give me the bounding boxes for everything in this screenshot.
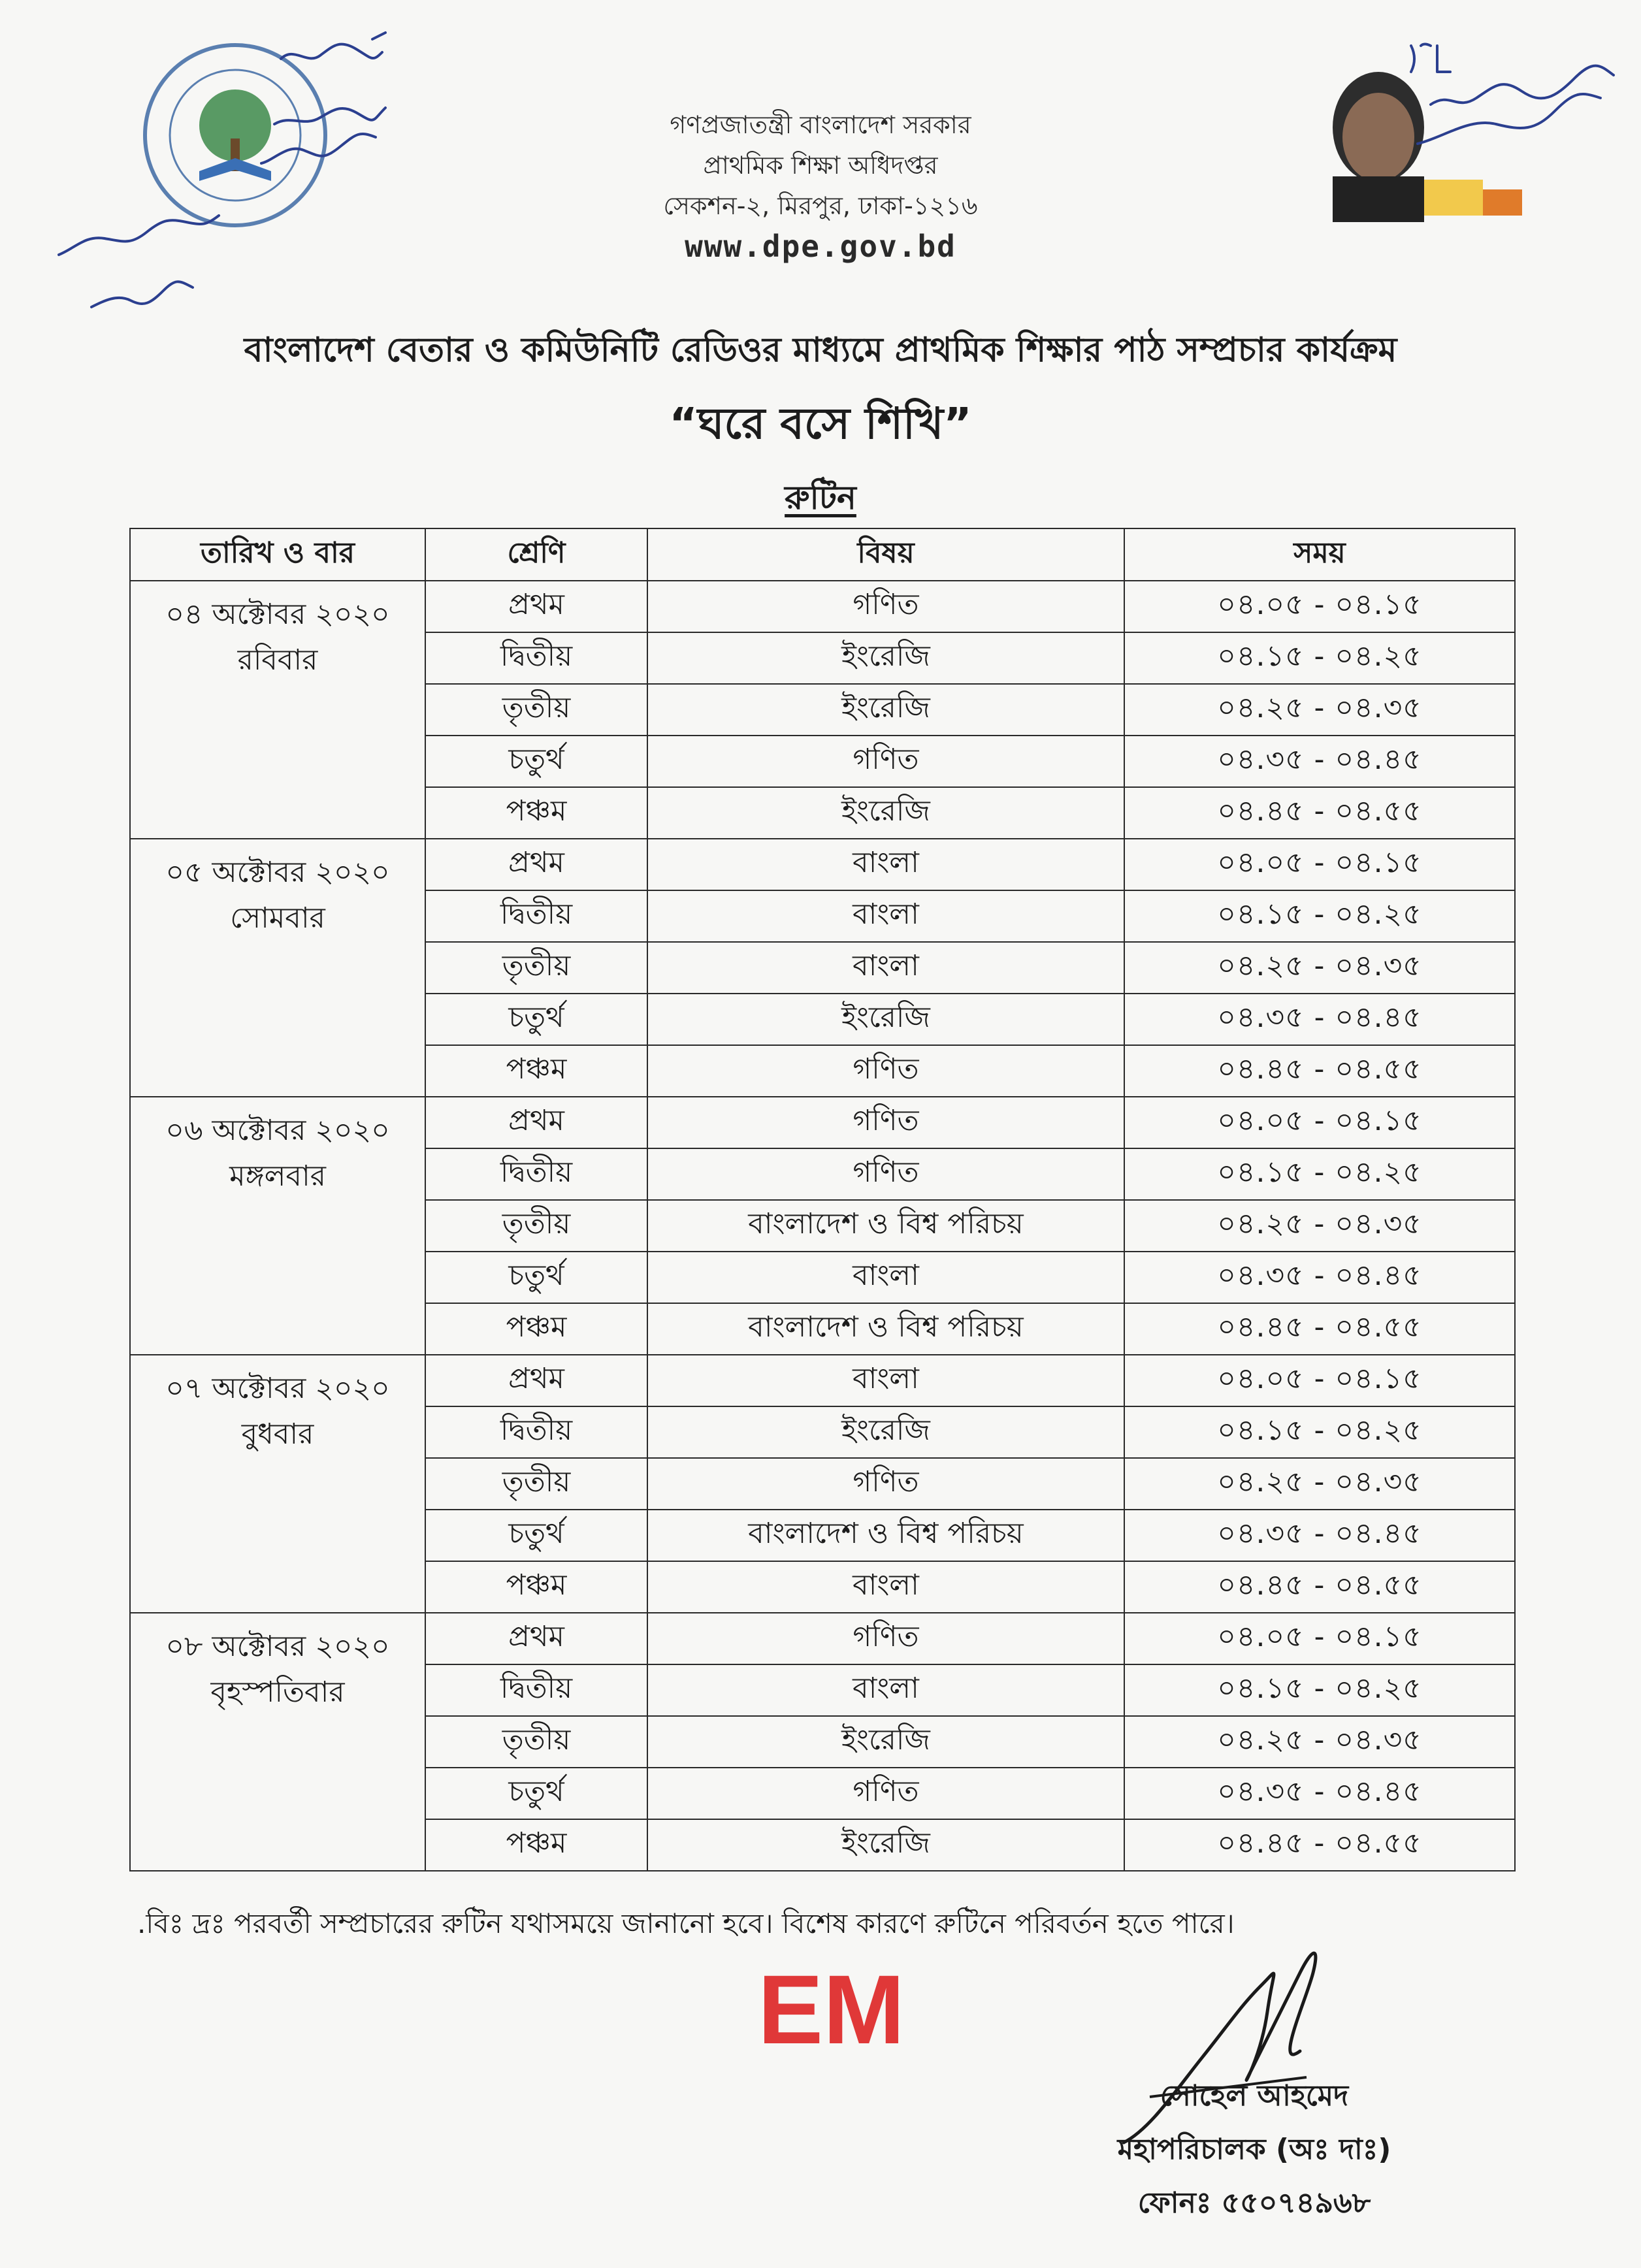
subject-cell: গণিত [647,581,1124,632]
class-cell: চতুর্থ [425,1252,647,1303]
subject-cell: গণিত [647,1458,1124,1510]
class-cell: তৃতীয় [425,1716,647,1768]
subject-cell: বাংলা [647,1252,1124,1303]
subject-cell: বাংলা [647,1355,1124,1406]
time-cell: ০৪.৪৫ - ০৪.৫৫ [1124,787,1515,839]
subject-cell: ইংরেজি [647,1819,1124,1871]
date-text: ০৬ অক্টোবর ২০২০ [165,1114,390,1147]
time-cell: ০৪.১৫ - ০৪.২৫ [1124,1148,1515,1200]
weekday-text: রবিবার [237,643,318,677]
time-cell: ০৪.৪৫ - ০৪.৫৫ [1124,1561,1515,1613]
subject-cell: গণিত [647,736,1124,787]
date-text: ০৮ অক্টোবর ২০২০ [165,1630,390,1663]
time-cell: ০৪.৪৫ - ০৪.৫৫ [1124,1045,1515,1097]
time-cell: ০৪.৩৫ - ০৪.৪৫ [1124,1252,1515,1303]
subject-cell: বাংলা [647,1561,1124,1613]
subject-cell: বাংলা [647,1664,1124,1716]
class-cell: পঞ্চম [425,1561,647,1613]
signatory-designation: মহাপরিচালক (অঃ দাঃ) [1117,2133,1391,2166]
header-website[interactable]: www.dpe.gov.bd [685,229,956,264]
program-slogan: “ঘরে বসে শিখি” [669,398,972,449]
table-row [130,581,1515,632]
routine-heading [0,474,1641,528]
table-row [130,839,1515,890]
time-cell: ০৪.০৫ - ০৪.১৫ [1124,581,1515,632]
class-cell: দ্বিতীয় [425,1406,647,1458]
class-cell: প্রথম [425,581,647,632]
table-header-row [130,528,1515,581]
header-line-address: সেকশন-২, মিরপুর, ঢাকা-১২১৬ [663,191,978,220]
schedule-body [130,581,1515,1871]
signatory-block [1058,2069,1450,2230]
class-cell: পঞ্চম [425,1045,647,1097]
subject-cell: ইংরেজি [647,632,1124,684]
date-text: ০৪ অক্টোবর ২০২০ [165,598,390,631]
time-cell: ০৪.৩৫ - ০৪.৪৫ [1124,736,1515,787]
time-cell: ০৪.২৫ - ০৪.৩৫ [1124,684,1515,736]
routine-heading-text: রুটিন [785,479,856,517]
time-cell: ০৪.২৫ - ০৪.৩৫ [1124,1200,1515,1252]
class-cell: চতুর্থ [425,736,647,787]
date-cell [130,1097,425,1355]
subject-cell: গণিত [647,1768,1124,1819]
header-line-govt: গণপ্রজাতন্ত্রী বাংলাদেশ সরকার [670,110,971,139]
subject-cell: ইংরেজি [647,994,1124,1045]
col-header-date: তারিখ ও বার [130,528,425,581]
time-cell: ০৪.৪৫ - ০৪.৫৫ [1124,1303,1515,1355]
class-cell: তৃতীয় [425,1200,647,1252]
time-cell: ০৪.১৫ - ০৪.২৫ [1124,632,1515,684]
document-title: বাংলাদেশ বেতার ও কমিউনিটি রেডিওর মাধ্যমে প্রাথমিক শিক্ষার পাঠ সম্প্রচার কার্যক্রম [244,331,1397,370]
subject-cell: ইংরেজি [647,787,1124,839]
subject-cell: বাংলাদেশ ও বিশ্ব পরিচয় [647,1303,1124,1355]
table-row [130,1355,1515,1406]
subject-cell: ইংরেজি [647,684,1124,736]
class-cell: চতুর্থ [425,1768,647,1819]
class-cell: প্রথম [425,839,647,890]
col-header-subject: বিষয় [647,528,1124,581]
date-text: ০৫ অক্টোবর ২০২০ [165,856,390,889]
subject-cell: ইংরেজি [647,1716,1124,1768]
subject-cell: বাংলাদেশ ও বিশ্ব পরিচয় [647,1200,1124,1252]
subject-cell: বাংলা [647,942,1124,994]
weekday-text: বুধবার [241,1418,314,1451]
time-cell: ০৪.০৫ - ০৪.১৫ [1124,1613,1515,1664]
date-cell [130,1355,425,1613]
table-row [130,1097,1515,1148]
class-cell: প্রথম [425,1355,647,1406]
class-cell: পঞ্চম [425,1303,647,1355]
weekday-text: মঙ্গলবার [229,1159,326,1193]
time-cell: ০৪.২৫ - ০৪.৩৫ [1124,1716,1515,1768]
class-cell: তৃতীয় [425,942,647,994]
time-cell: ০৪.৪৫ - ০৪.৫৫ [1124,1819,1515,1871]
subject-cell: ইংরেজি [647,1406,1124,1458]
date-text: ০৭ অক্টোবর ২০২০ [165,1372,390,1405]
time-cell: ০৪.১৫ - ০৪.২৫ [1124,1406,1515,1458]
table-row [130,1613,1515,1664]
class-cell: দ্বিতীয় [425,1148,647,1200]
subject-cell: গণিত [647,1148,1124,1200]
office-header [0,105,1641,267]
subject-cell: গণিত [647,1613,1124,1664]
subject-cell: গণিত [647,1045,1124,1097]
date-cell [130,839,425,1097]
class-cell: পঞ্চম [425,787,647,839]
date-cell [130,1613,425,1871]
class-cell: দ্বিতীয় [425,890,647,942]
em-stamp-mark: EM [758,1954,905,2064]
class-cell: দ্বিতীয় [425,632,647,684]
schedule-table [129,528,1516,1871]
signatory-name: সোহেল আহমেদ [1160,2079,1349,2113]
class-cell: প্রথম [425,1613,647,1664]
time-cell: ০৪.১৫ - ০৪.২৫ [1124,1664,1515,1716]
col-header-time: সময় [1124,528,1515,581]
subject-cell: বাংলাদেশ ও বিশ্ব পরিচয় [647,1510,1124,1561]
time-cell: ০৪.৩৫ - ০৪.৪৫ [1124,1768,1515,1819]
weekday-text: বৃহস্পতিবার [210,1676,345,1709]
header-line-directorate: প্রাথমিক শিক্ষা অধিদপ্তর [703,151,938,180]
class-cell: চতুর্থ [425,994,647,1045]
signatory-phone: ফোনঃ ৫৫০৭৪৯৬৮ [1137,2186,1371,2220]
time-cell: ০৪.১৫ - ০৪.২৫ [1124,890,1515,942]
class-cell: চতুর্থ [425,1510,647,1561]
class-cell: তৃতীয় [425,684,647,736]
time-cell: ০৪.০৫ - ০৪.১৫ [1124,1097,1515,1148]
weekday-text: সোমবার [230,901,325,935]
time-cell: ০৪.০৫ - ০৪.১৫ [1124,1355,1515,1406]
subject-cell: বাংলা [647,839,1124,890]
class-cell: পঞ্চম [425,1819,647,1871]
class-cell: তৃতীয় [425,1458,647,1510]
time-cell: ০৪.৩৫ - ০৪.৪৫ [1124,994,1515,1045]
subject-cell: বাংলা [647,890,1124,942]
time-cell: ০৪.২৫ - ০৪.৩৫ [1124,1458,1515,1510]
time-cell: ০৪.৩৫ - ০৪.৪৫ [1124,1510,1515,1561]
class-cell: দ্বিতীয় [425,1664,647,1716]
time-cell: ০৪.২৫ - ০৪.৩৫ [1124,942,1515,994]
time-cell: ০৪.০৫ - ০৪.১৫ [1124,839,1515,890]
date-cell [130,581,425,839]
footnote: .বিঃ দ্রঃ পরবর্তী সম্প্রচারের রুটিন যথাসময়ে জানানো হবে। বিশেষ কারণে রুটিনে পরিবর্তন হতে পারে। [137,1907,1235,1939]
class-cell: প্রথম [425,1097,647,1148]
subject-cell: গণিত [647,1097,1124,1148]
col-header-class: শ্রেণি [425,528,647,581]
